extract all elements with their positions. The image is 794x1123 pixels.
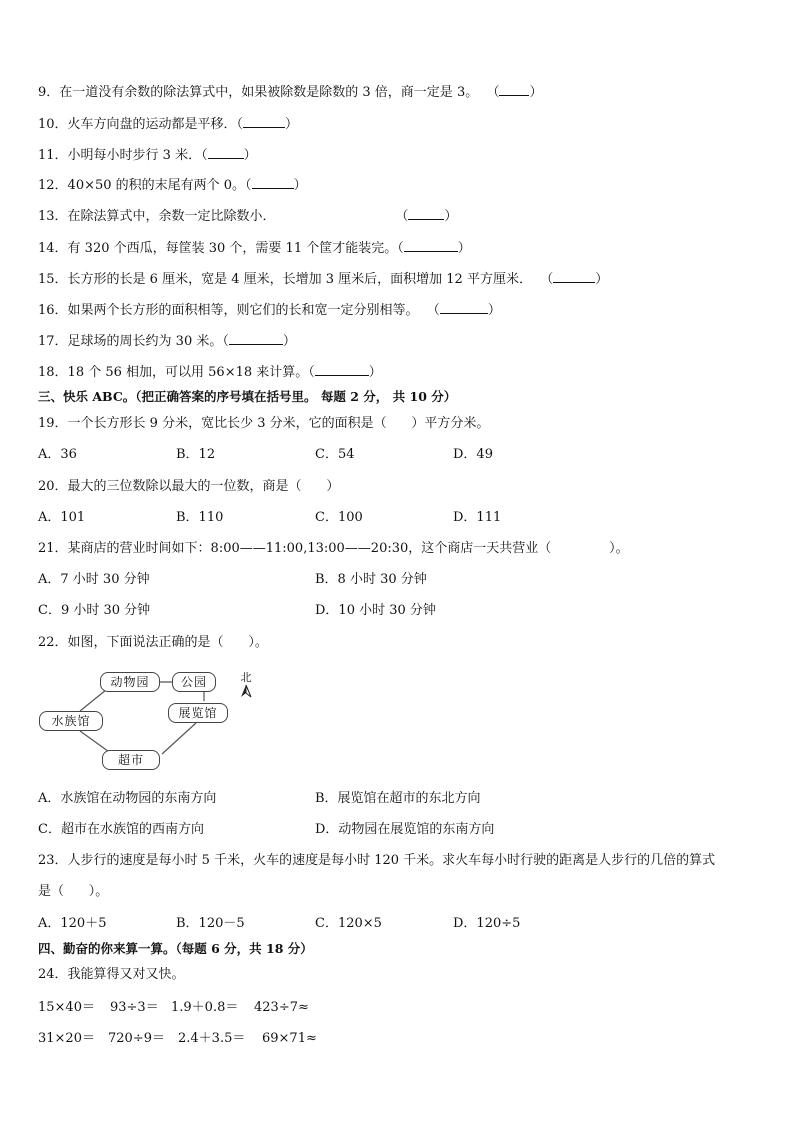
option-a[interactable]: A．7 小时 30 分钟	[38, 572, 150, 587]
answer-blank[interactable]	[408, 207, 444, 220]
answer-blank[interactable]	[229, 332, 283, 345]
north-arrow-icon	[240, 684, 252, 698]
option-b[interactable]: B．110	[176, 510, 224, 525]
question-14: 14．有 320 个西瓜，每筐装 30 个，需要 11 个筐才能装完。（ ）	[38, 241, 471, 256]
question-20: 20．最大的三位数除以最大的一位数，商是（ ）	[38, 479, 340, 494]
option-c[interactable]: C．54	[315, 447, 355, 462]
question-21: 21．某商店的营业时间如下：8:00——11:00,13:00——20:30，这个商店一天共营业（ ）。	[38, 541, 629, 556]
option-d[interactable]: D．10 小时 30 分钟	[315, 603, 436, 618]
option-a[interactable]: A．36	[38, 447, 77, 462]
question-24: 24．我能算得又对又快。	[38, 967, 185, 982]
option-c[interactable]: C．9 小时 30 分钟	[38, 603, 151, 618]
section-3-heading: 三、快乐 ABC。（把正确答案的序号填在括号里。 每题 2 分， 共 10 分）	[38, 389, 457, 404]
option-b[interactable]: B．120－5	[176, 916, 245, 931]
question-15: 15．长方形的长是 6 厘米，宽是 4 厘米，长增加 3 厘米后，面积增加 12 平方厘米． （ ）	[38, 272, 609, 287]
question-22: 22．如图，下面说法正确的是（ ）。	[38, 635, 268, 650]
calc-item: 2.4＋3.5＝	[178, 1031, 246, 1046]
section-4-heading: 四、勤奋的你来算一算。（每题 6 分，共 18 分）	[38, 941, 313, 956]
answer-blank[interactable]	[440, 301, 488, 314]
calc-item: 423÷7≈	[254, 1000, 309, 1015]
question-9: 9．在一道没有余数的除法算式中，如果被除数是除数的 3 倍，商一定是 3。 （ ）	[38, 85, 543, 100]
question-23-cont: 是（ ）。	[38, 884, 109, 899]
option-d[interactable]: D．120÷5	[453, 916, 521, 931]
question-23: 23．人步行的速度是每小时 5 千米，火车的速度是每小时 120 千米。求火车每小时行驶的距离是人步行的几倍的算式	[38, 853, 716, 868]
map-node-park: 公园	[172, 672, 216, 692]
direction-map	[36, 664, 266, 776]
calc-item: 1.9＋0.8＝	[171, 1000, 239, 1015]
answer-blank[interactable]	[499, 83, 529, 96]
map-node-exhibition: 展览馆	[168, 703, 228, 723]
option-c[interactable]: C．120×5	[315, 916, 382, 931]
option-b[interactable]: B．12	[176, 447, 216, 462]
answer-blank[interactable]	[404, 239, 458, 252]
option-c[interactable]: C．超市在水族馆的西南方向	[38, 822, 204, 837]
calc-item: 69×71≈	[262, 1031, 317, 1046]
option-d[interactable]: D．111	[453, 510, 502, 525]
question-19: 19．一个长方形长 9 分米，宽比长少 3 分米，它的面积是（ ）平方分米。	[38, 416, 490, 431]
option-b[interactable]: B．8 小时 30 分钟	[315, 572, 427, 587]
question-10: 10．火车方向盘的运动都是平移．（ ）	[38, 117, 299, 132]
north-indicator	[240, 672, 252, 701]
question-11: 11．小明每小时步行 3 米．（ ）	[38, 148, 257, 163]
option-a[interactable]: A．水族馆在动物园的东南方向	[38, 791, 217, 806]
question-18: 18．18 个 56 相加，可以用 56×18 来计算。（ ）	[38, 365, 382, 380]
question-13: 13．在除法算式中，余数一定比除数小． （ ）	[38, 209, 458, 224]
answer-blank[interactable]	[553, 270, 595, 283]
answer-blank[interactable]	[315, 363, 369, 376]
calc-item: 93÷3＝	[110, 1000, 159, 1015]
question-17: 17．足球场的周长约为 30 米。（ ）	[38, 334, 296, 349]
question-16: 16．如果两个长方形的面积相等，则它们的长和宽一定分别相等。 （ ）	[38, 303, 501, 318]
option-d[interactable]: D．动物园在展览馆的东南方向	[315, 822, 495, 837]
calc-item: 31×20＝	[38, 1031, 95, 1046]
answer-blank[interactable]	[208, 146, 244, 159]
map-node-aquarium: 水族馆	[39, 711, 103, 731]
question-12: 12．40×50 的积的末尾有两个 0。（ ）	[38, 178, 307, 193]
calc-item: 720÷9＝	[108, 1031, 165, 1046]
map-node-zoo: 动物园	[100, 672, 160, 692]
map-node-supermarket: 超市	[102, 750, 160, 770]
option-b[interactable]: B．展览馆在超市的东北方向	[315, 791, 481, 806]
answer-blank[interactable]	[252, 176, 294, 189]
option-d[interactable]: D．49	[453, 447, 493, 462]
option-a[interactable]: A．120＋5	[38, 916, 107, 931]
answer-blank[interactable]	[243, 115, 285, 128]
calc-item: 15×40＝	[38, 1000, 95, 1015]
option-a[interactable]: A．101	[38, 510, 86, 525]
north-label: 北	[240, 671, 252, 684]
option-c[interactable]: C．100	[315, 510, 363, 525]
